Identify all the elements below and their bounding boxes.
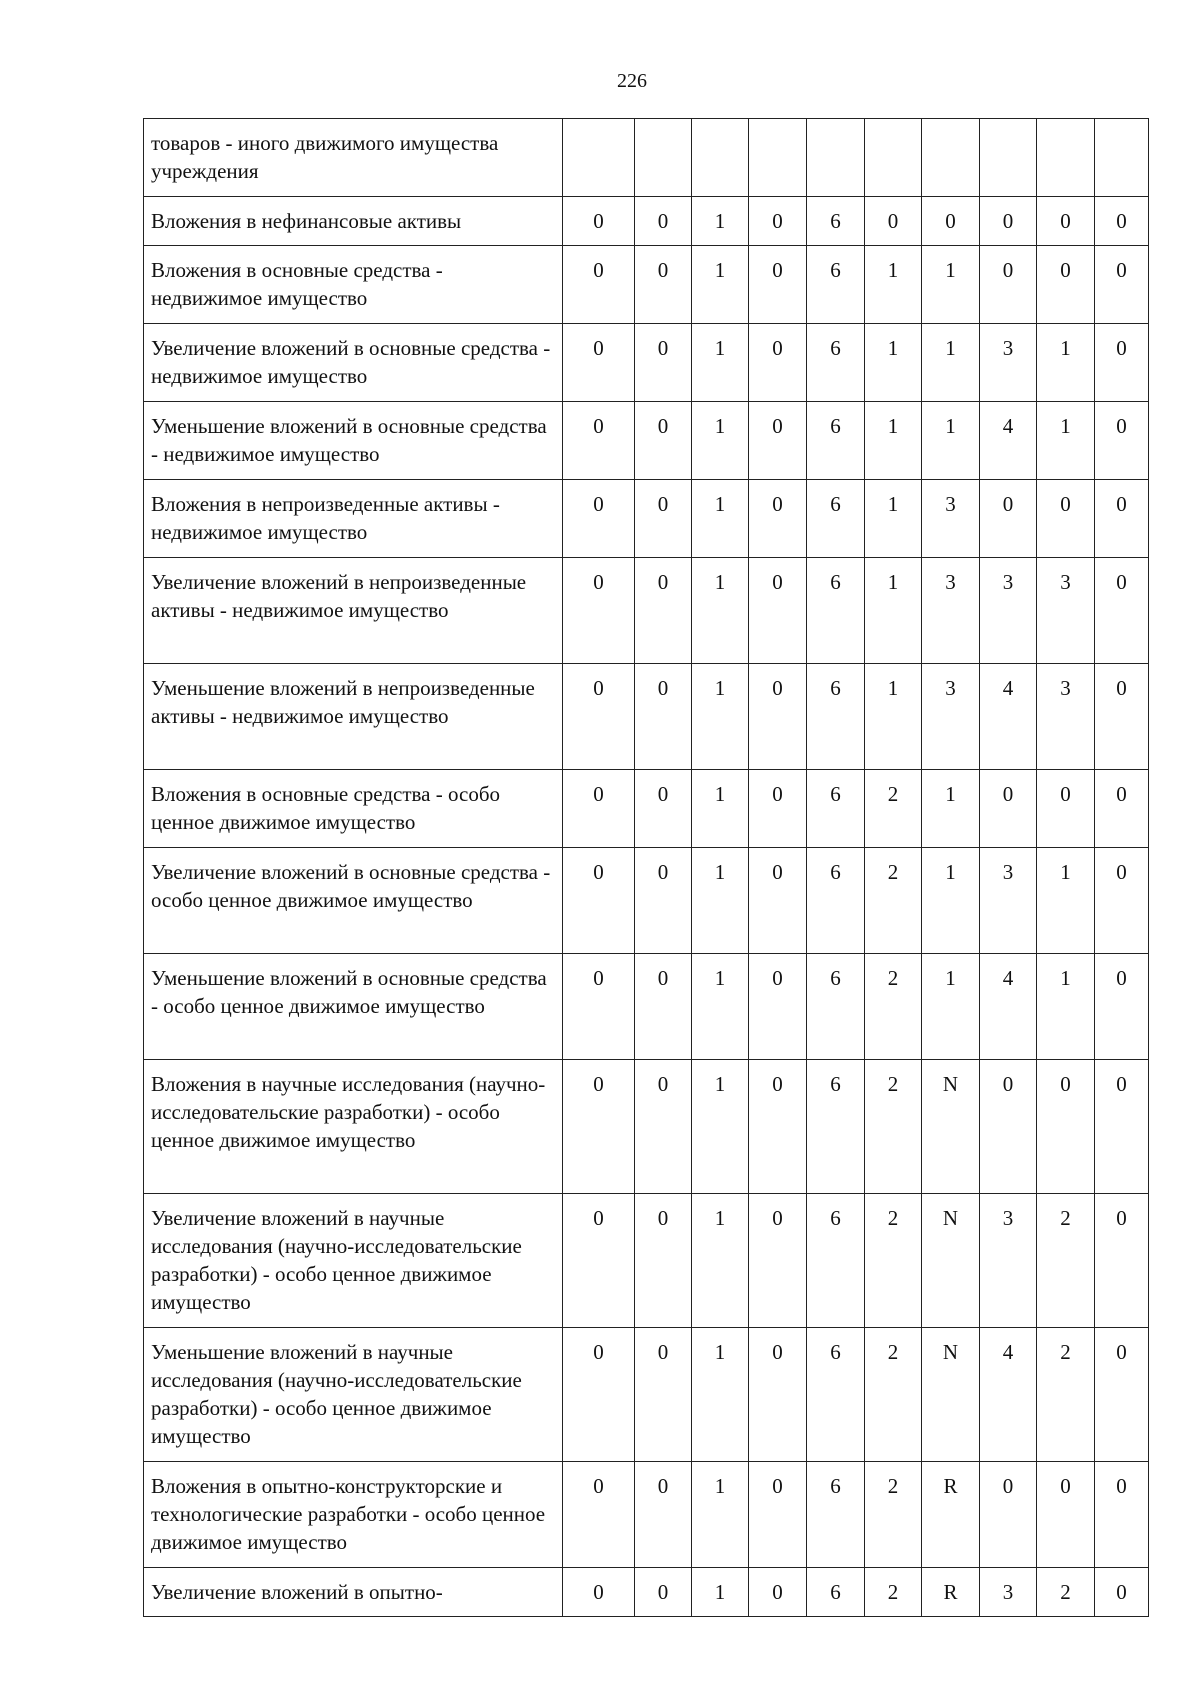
code-digit-cell: 2 (865, 770, 922, 848)
code-digit-cell (980, 119, 1037, 197)
account-name-cell: Вложения в основные средства - недвижимое имущество (144, 246, 563, 324)
code-digit-cell: 0 (1037, 1462, 1095, 1568)
table-row (144, 197, 1149, 246)
code-digit-cell: 1 (692, 246, 749, 324)
account-name-cell: Уменьшение вложений в научные исследования (научно-исследовательские разработки) - особо ценное движимое имущество (144, 1328, 563, 1462)
code-digit-cell: R (922, 1462, 980, 1568)
account-name-cell: Увеличение вложений в непроизведенные активы - недвижимое имущество (144, 558, 563, 664)
code-digit-cell: 4 (980, 402, 1037, 480)
code-digit-cell: R (922, 1568, 980, 1617)
code-digit-cell: 1 (922, 848, 980, 954)
code-digit-cell: 6 (807, 770, 865, 848)
code-digit-cell (1095, 119, 1149, 197)
code-digit-cell: 1 (692, 770, 749, 848)
table-row (144, 246, 1149, 324)
code-digit-cell: 0 (563, 848, 635, 954)
code-digit-cell: 2 (865, 1462, 922, 1568)
code-digit-cell: 6 (807, 197, 865, 246)
table-row (144, 480, 1149, 558)
code-digit-cell: N (922, 1194, 980, 1328)
code-digit-cell: 6 (807, 848, 865, 954)
code-digit-cell: 0 (1037, 770, 1095, 848)
code-digit-cell: 0 (865, 197, 922, 246)
page-number: 226 (617, 70, 647, 92)
table-row (144, 1462, 1149, 1568)
code-digit-cell: 0 (563, 1462, 635, 1568)
code-digit-cell: 1 (865, 480, 922, 558)
account-name-cell: Увеличение вложений в опытно- (144, 1568, 563, 1617)
table-row (144, 1328, 1149, 1462)
account-name-cell: товаров - иного движимого имущества учреждения (144, 119, 563, 197)
code-digit-cell: 3 (980, 848, 1037, 954)
code-digit-cell: 0 (1095, 558, 1149, 664)
code-digit-cell: 6 (807, 1568, 865, 1617)
code-digit-cell: 0 (635, 324, 692, 402)
table-row (144, 402, 1149, 480)
table-row (144, 558, 1149, 664)
code-digit-cell: 0 (635, 664, 692, 770)
code-digit-cell: 0 (635, 558, 692, 664)
code-digit-cell: 0 (635, 197, 692, 246)
code-digit-cell: 6 (807, 480, 865, 558)
code-digit-cell: 1 (922, 954, 980, 1060)
code-digit-cell: 1 (692, 558, 749, 664)
code-digit-cell: 0 (635, 1568, 692, 1617)
code-digit-cell: 0 (563, 954, 635, 1060)
code-digit-cell: 1 (1037, 954, 1095, 1060)
code-digit-cell: 0 (563, 1060, 635, 1194)
code-digit-cell: 6 (807, 1328, 865, 1462)
code-digit-cell: 0 (1095, 664, 1149, 770)
code-digit-cell: 1 (692, 480, 749, 558)
code-digit-cell: N (922, 1060, 980, 1194)
code-digit-cell: 0 (1037, 480, 1095, 558)
code-digit-cell: 3 (980, 558, 1037, 664)
code-digit-cell: 2 (1037, 1568, 1095, 1617)
code-digit-cell: 0 (563, 324, 635, 402)
code-digit-cell: 1 (865, 402, 922, 480)
code-digit-cell: 0 (749, 402, 807, 480)
code-digit-cell: 6 (807, 324, 865, 402)
code-digit-cell: 0 (563, 1328, 635, 1462)
code-digit-cell: 1 (922, 246, 980, 324)
code-digit-cell: 0 (1037, 197, 1095, 246)
code-digit-cell: 0 (635, 954, 692, 1060)
account-name-cell: Уменьшение вложений в основные средства - недвижимое имущество (144, 402, 563, 480)
code-digit-cell: 1 (1037, 402, 1095, 480)
code-digit-cell: 3 (980, 1194, 1037, 1328)
code-digit-cell: 2 (865, 1328, 922, 1462)
code-digit-cell: 0 (563, 402, 635, 480)
code-digit-cell: 4 (980, 954, 1037, 1060)
account-name-cell: Вложения в опытно-конструкторские и технологические разработки - особо ценное движимое имущество (144, 1462, 563, 1568)
table-row (144, 324, 1149, 402)
account-name-cell: Вложения в непроизведенные активы - недвижимое имущество (144, 480, 563, 558)
code-digit-cell: 0 (749, 664, 807, 770)
code-digit-cell: 6 (807, 402, 865, 480)
account-name-cell: Вложения в нефинансовые активы (144, 197, 563, 246)
code-digit-cell: 0 (749, 1568, 807, 1617)
code-digit-cell: 1 (692, 1060, 749, 1194)
code-digit-cell: 0 (1095, 848, 1149, 954)
code-digit-cell: 6 (807, 1462, 865, 1568)
code-digit-cell: 0 (1095, 1328, 1149, 1462)
code-digit-cell: N (922, 1328, 980, 1462)
table-row (144, 848, 1149, 954)
code-digit-cell: 1 (692, 664, 749, 770)
code-digit-cell: 0 (980, 1060, 1037, 1194)
code-digit-cell: 1 (865, 664, 922, 770)
code-digit-cell: 3 (980, 324, 1037, 402)
code-digit-cell: 1 (922, 402, 980, 480)
code-digit-cell: 1 (922, 770, 980, 848)
code-digit-cell: 2 (865, 954, 922, 1060)
code-digit-cell: 0 (749, 1194, 807, 1328)
code-digit-cell: 0 (749, 558, 807, 664)
code-digit-cell: 0 (749, 197, 807, 246)
code-digit-cell: 3 (922, 558, 980, 664)
code-digit-cell: 3 (1037, 558, 1095, 664)
code-digit-cell (807, 119, 865, 197)
code-digit-cell: 0 (749, 954, 807, 1060)
code-digit-cell: 0 (1095, 1568, 1149, 1617)
code-digit-cell: 3 (1037, 664, 1095, 770)
account-name-cell: Уменьшение вложений в непроизведенные активы - недвижимое имущество (144, 664, 563, 770)
code-digit-cell: 3 (922, 664, 980, 770)
code-digit-cell: 6 (807, 664, 865, 770)
code-digit-cell: 0 (980, 197, 1037, 246)
code-digit-cell: 0 (635, 1328, 692, 1462)
code-digit-cell: 0 (563, 1568, 635, 1617)
code-digit-cell: 0 (1095, 324, 1149, 402)
code-digit-cell: 0 (980, 1462, 1037, 1568)
table-row (144, 770, 1149, 848)
code-digit-cell (922, 119, 980, 197)
code-digit-cell: 2 (865, 1060, 922, 1194)
code-digit-cell: 0 (980, 480, 1037, 558)
code-digit-cell: 0 (749, 480, 807, 558)
code-digit-cell: 1 (692, 848, 749, 954)
code-digit-cell: 6 (807, 954, 865, 1060)
code-digit-cell: 0 (749, 848, 807, 954)
code-digit-cell (692, 119, 749, 197)
code-digit-cell: 4 (980, 1328, 1037, 1462)
code-digit-cell: 6 (807, 1060, 865, 1194)
code-digit-cell: 4 (980, 664, 1037, 770)
code-digit-cell: 0 (563, 558, 635, 664)
code-digit-cell (635, 119, 692, 197)
code-digit-cell: 0 (749, 1328, 807, 1462)
code-digit-cell: 0 (563, 770, 635, 848)
code-digit-cell: 0 (563, 664, 635, 770)
account-name-cell: Увеличение вложений в основные средства - особо ценное движимое имущество (144, 848, 563, 954)
code-digit-cell: 0 (1095, 770, 1149, 848)
code-digit-cell: 0 (1095, 1462, 1149, 1568)
table-row (144, 1568, 1149, 1617)
code-digit-cell (749, 119, 807, 197)
code-digit-cell: 0 (635, 480, 692, 558)
code-digit-cell: 0 (749, 324, 807, 402)
code-digit-cell (563, 119, 635, 197)
code-digit-cell: 0 (563, 197, 635, 246)
code-digit-cell: 1 (1037, 324, 1095, 402)
code-digit-cell: 0 (563, 480, 635, 558)
code-digit-cell: 0 (749, 770, 807, 848)
code-digit-cell: 1 (692, 1328, 749, 1462)
code-digit-cell: 1 (1037, 848, 1095, 954)
code-digit-cell: 3 (922, 480, 980, 558)
code-digit-cell: 0 (635, 402, 692, 480)
code-digit-cell (1037, 119, 1095, 197)
code-digit-cell: 0 (635, 848, 692, 954)
account-name-cell: Увеличение вложений в научные исследования (научно-исследовательские разработки) - особо ценное движимое имущество (144, 1194, 563, 1328)
code-digit-cell: 0 (563, 1194, 635, 1328)
code-digit-cell: 1 (865, 558, 922, 664)
code-digit-cell: 1 (922, 324, 980, 402)
code-digit-cell: 2 (865, 1568, 922, 1617)
code-digit-cell: 0 (635, 1060, 692, 1194)
account-name-cell: Увеличение вложений в основные средства - недвижимое имущество (144, 324, 563, 402)
account-name-cell: Вложения в основные средства - особо ценное движимое имущество (144, 770, 563, 848)
account-codes-table (143, 118, 1149, 1617)
code-digit-cell: 1 (865, 246, 922, 324)
table-row (144, 664, 1149, 770)
code-digit-cell: 1 (692, 402, 749, 480)
table-row (144, 1060, 1149, 1194)
code-digit-cell: 0 (1095, 954, 1149, 1060)
code-digit-cell: 0 (1095, 402, 1149, 480)
code-digit-cell: 0 (749, 246, 807, 324)
code-digit-cell: 2 (865, 848, 922, 954)
code-digit-cell: 0 (1095, 1060, 1149, 1194)
code-digit-cell: 0 (1095, 480, 1149, 558)
code-digit-cell: 0 (635, 246, 692, 324)
code-digit-cell: 1 (692, 954, 749, 1060)
code-digit-cell: 0 (1095, 197, 1149, 246)
code-digit-cell: 1 (692, 197, 749, 246)
code-digit-cell: 0 (922, 197, 980, 246)
code-digit-cell: 0 (563, 246, 635, 324)
code-digit-cell: 1 (692, 324, 749, 402)
code-digit-cell: 0 (1037, 246, 1095, 324)
code-digit-cell: 0 (749, 1462, 807, 1568)
account-name-cell: Уменьшение вложений в основные средства - особо ценное движимое имущество (144, 954, 563, 1060)
code-digit-cell: 0 (980, 246, 1037, 324)
table-row (144, 954, 1149, 1060)
code-digit-cell: 1 (692, 1194, 749, 1328)
code-digit-cell: 1 (692, 1462, 749, 1568)
code-digit-cell: 0 (749, 1060, 807, 1194)
code-digit-cell: 0 (1095, 1194, 1149, 1328)
table-row (144, 1194, 1149, 1328)
code-digit-cell: 2 (865, 1194, 922, 1328)
code-digit-cell (865, 119, 922, 197)
code-digit-cell: 1 (865, 324, 922, 402)
code-digit-cell: 3 (980, 1568, 1037, 1617)
account-name-cell: Вложения в научные исследования (научно-исследовательские разработки) - особо ценное движимое имущество (144, 1060, 563, 1194)
code-digit-cell: 0 (635, 770, 692, 848)
code-digit-cell: 0 (1037, 1060, 1095, 1194)
code-digit-cell: 6 (807, 1194, 865, 1328)
table-row (144, 119, 1149, 197)
code-digit-cell: 1 (692, 1568, 749, 1617)
code-digit-cell: 0 (980, 770, 1037, 848)
code-digit-cell: 6 (807, 246, 865, 324)
code-digit-cell: 6 (807, 558, 865, 664)
code-digit-cell: 0 (635, 1462, 692, 1568)
code-digit-cell: 2 (1037, 1194, 1095, 1328)
code-digit-cell: 0 (1095, 246, 1149, 324)
code-digit-cell: 0 (635, 1194, 692, 1328)
code-digit-cell: 2 (1037, 1328, 1095, 1462)
